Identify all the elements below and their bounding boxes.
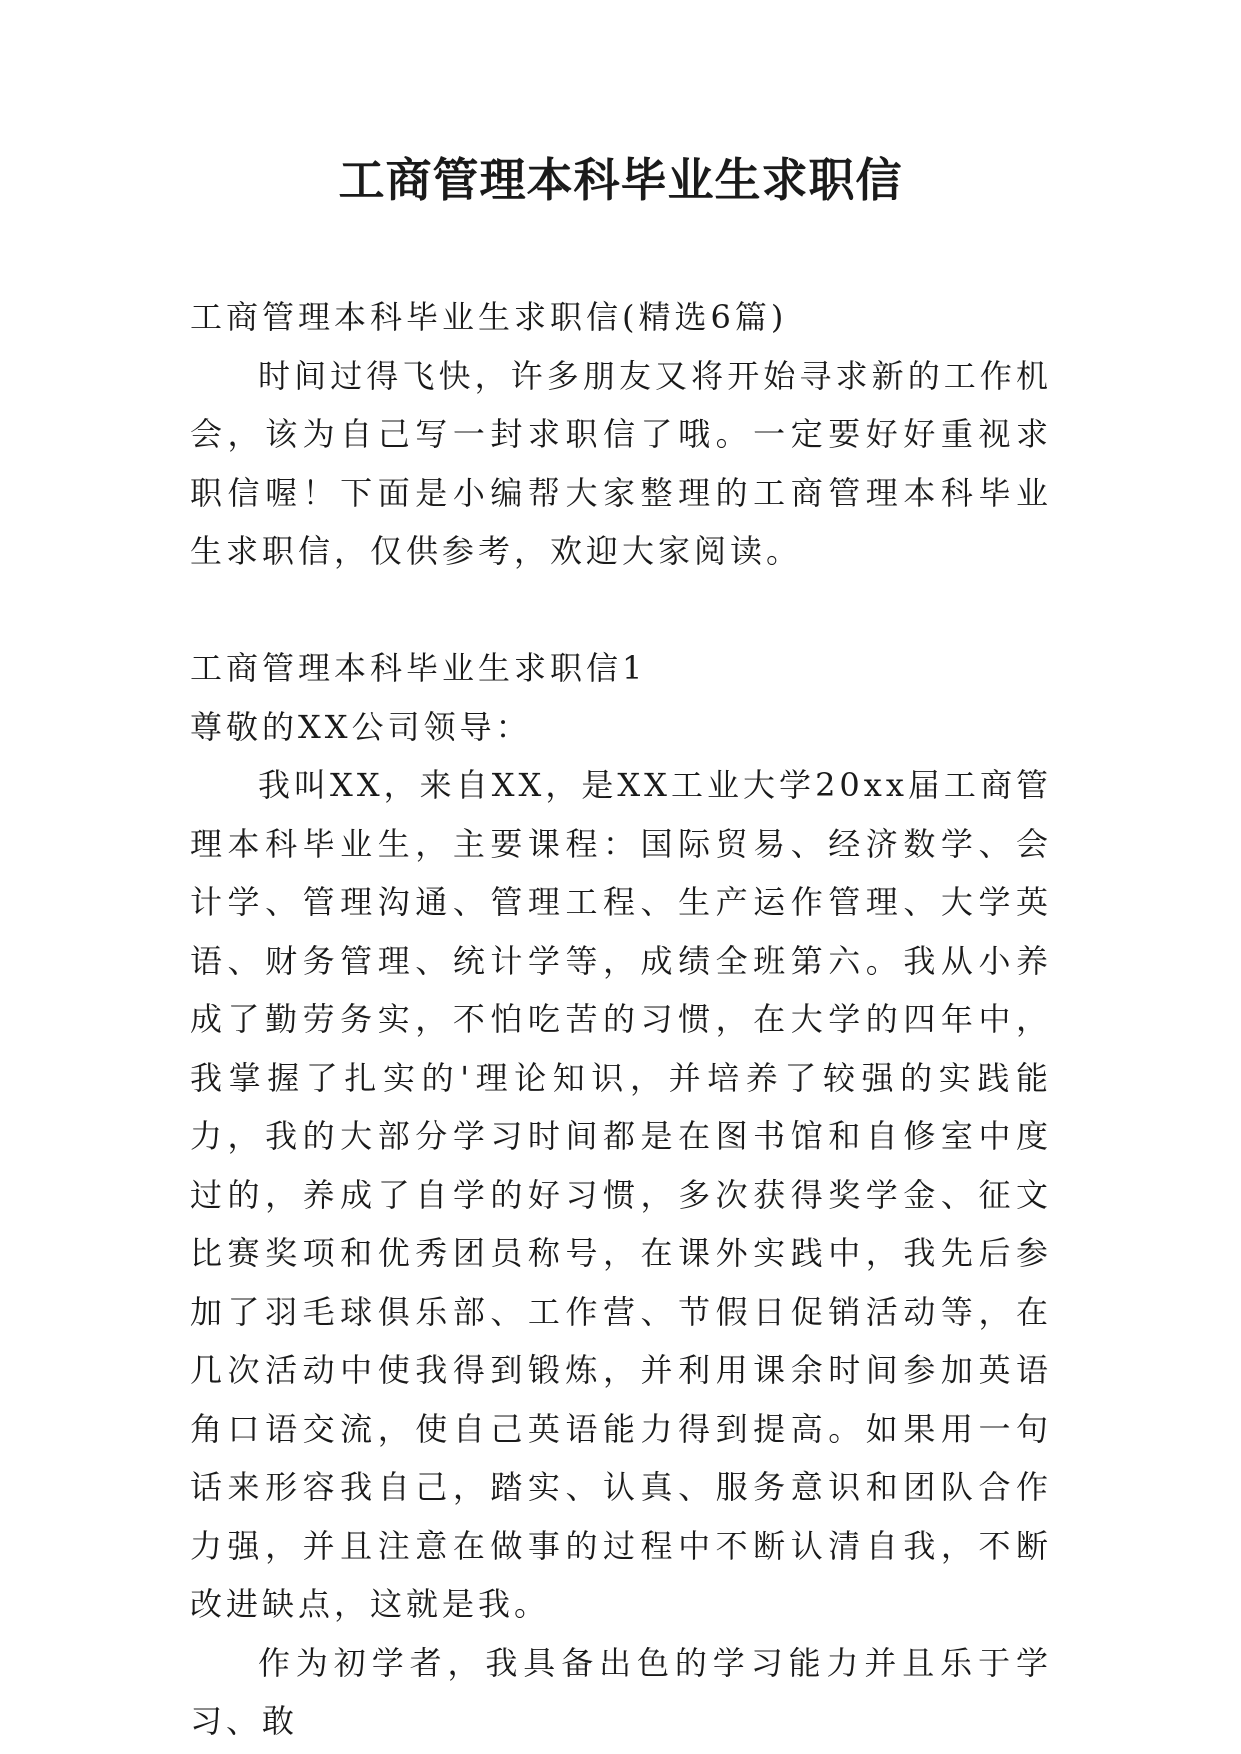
document-subtitle: 工商管理本科毕业生求职信(精选6篇) (190, 298, 788, 336)
body-paragraph: 作为初学者，我具备出色的学习能力并且乐于学习、敢 (190, 1643, 1052, 1740)
section-heading: 工商管理本科毕业生求职信1 (190, 649, 647, 687)
document-body (190, 288, 1052, 1751)
document-title: 工商管理本科毕业生求职信 (338, 153, 903, 207)
intro-paragraph: 时间过得飞快，许多朋友又将开始寻求新的工作机会，该为自己写一封求职信了哦。一定要好好重视求职信喔！下面是小编帮大家整理的工商管理本科毕业生求职信，仅供参考，欢迎大家阅读。 (190, 356, 1052, 570)
body-paragraph: 我叫XX，来自XX，是XX工业大学20xx届工商管理本科毕业生，主要课程：国际贸易、经济数学、会计学、管理沟通、管理工程、生产运作管理、大学英语、财务管理、统计学等，成绩全班第六。我从小养成了勤劳务实，不怕吃苦的习惯，在大学的四年中，我掌握了扎实的'理论知识，并培养了较强的实践能力，我的大部分学习时间都是在图书馆和自修室中度过的，养成了自学的好习惯，多次获得奖学金、征文比赛奖项和优秀团员称号，在课外实践中，我先后参加了羽毛球俱乐部、工作营、节假日促销活动等，在几次活动中使我得到锻炼，并利用课余时间参加英语角口语交流，使自己英语能力得到提高。如果用一句话来形容我自己，踏实、认真、服务意识和团队合作力强，并且注意在做事的过程中不断认清自我，不断改进缺点，这就是我。 (190, 766, 1052, 1623)
salutation: 尊敬的XX公司领导： (190, 707, 532, 746)
blank-line (190, 581, 1052, 640)
